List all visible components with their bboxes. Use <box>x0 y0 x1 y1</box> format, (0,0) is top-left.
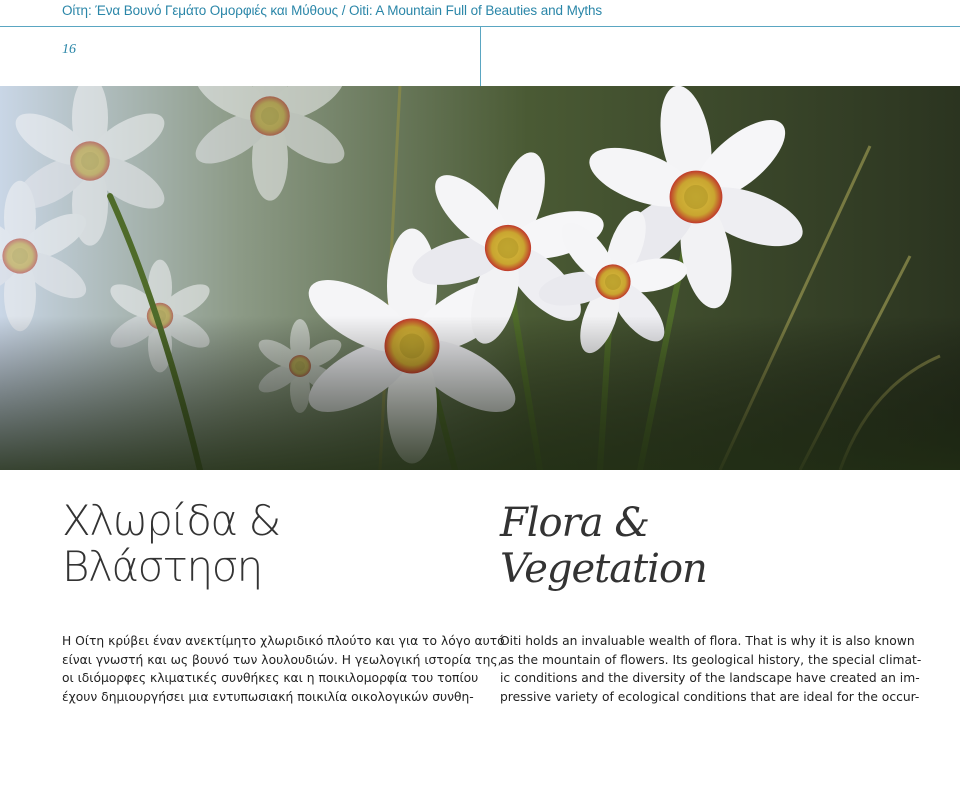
english-title <box>500 500 707 592</box>
english-title-line-2: Vegetation <box>500 546 707 592</box>
english-body-text <box>500 632 922 706</box>
greek-body-line: οι ιδιόμορφες κλιματικές συνθήκες και η ποικιλομορφία του τοπίου <box>62 671 479 685</box>
english-title-line-1: Flora & <box>500 500 649 546</box>
greek-body-line: Η Οίτη κρύβει έναν ανεκτίμητο χλωριδικό πλούτο και για το λόγο αυτό <box>62 634 505 648</box>
greek-title-line-1: Χλωρίδα & <box>62 496 280 545</box>
greek-title-line-2: Βλάστηση <box>62 542 262 591</box>
page-number: 16 <box>62 42 76 57</box>
english-body-line: Oiti holds an invaluable wealth of flora. That is why it is also known <box>500 634 915 648</box>
english-body-line: pressive variety of ecological conditions that are ideal for the occur- <box>500 689 920 704</box>
english-body-line: ic conditions and the diversity of the landscape have created an im- <box>500 671 920 685</box>
greek-body-line: είναι γνωστή και ως βουνό των λουλουδιών. Η γεωλογική ιστορία της, <box>62 652 502 667</box>
running-header: Οίτη: Ένα Βουνό Γεμάτο Ομορφιές και Μύθους / Oiti: A Mountain Full of Beauties and Myths <box>62 3 603 18</box>
narcissus-photo <box>0 86 960 470</box>
greek-body-line: έχουν δημιουργήσει μια εντυπωσιακή ποικιλία οικολογικών συνθη- <box>62 689 474 704</box>
english-body-line: as the mountain of flowers. Its geological history, the special climat- <box>500 652 922 667</box>
greek-body-text <box>62 632 505 706</box>
greek-title <box>62 498 280 590</box>
column-divider <box>480 26 481 86</box>
